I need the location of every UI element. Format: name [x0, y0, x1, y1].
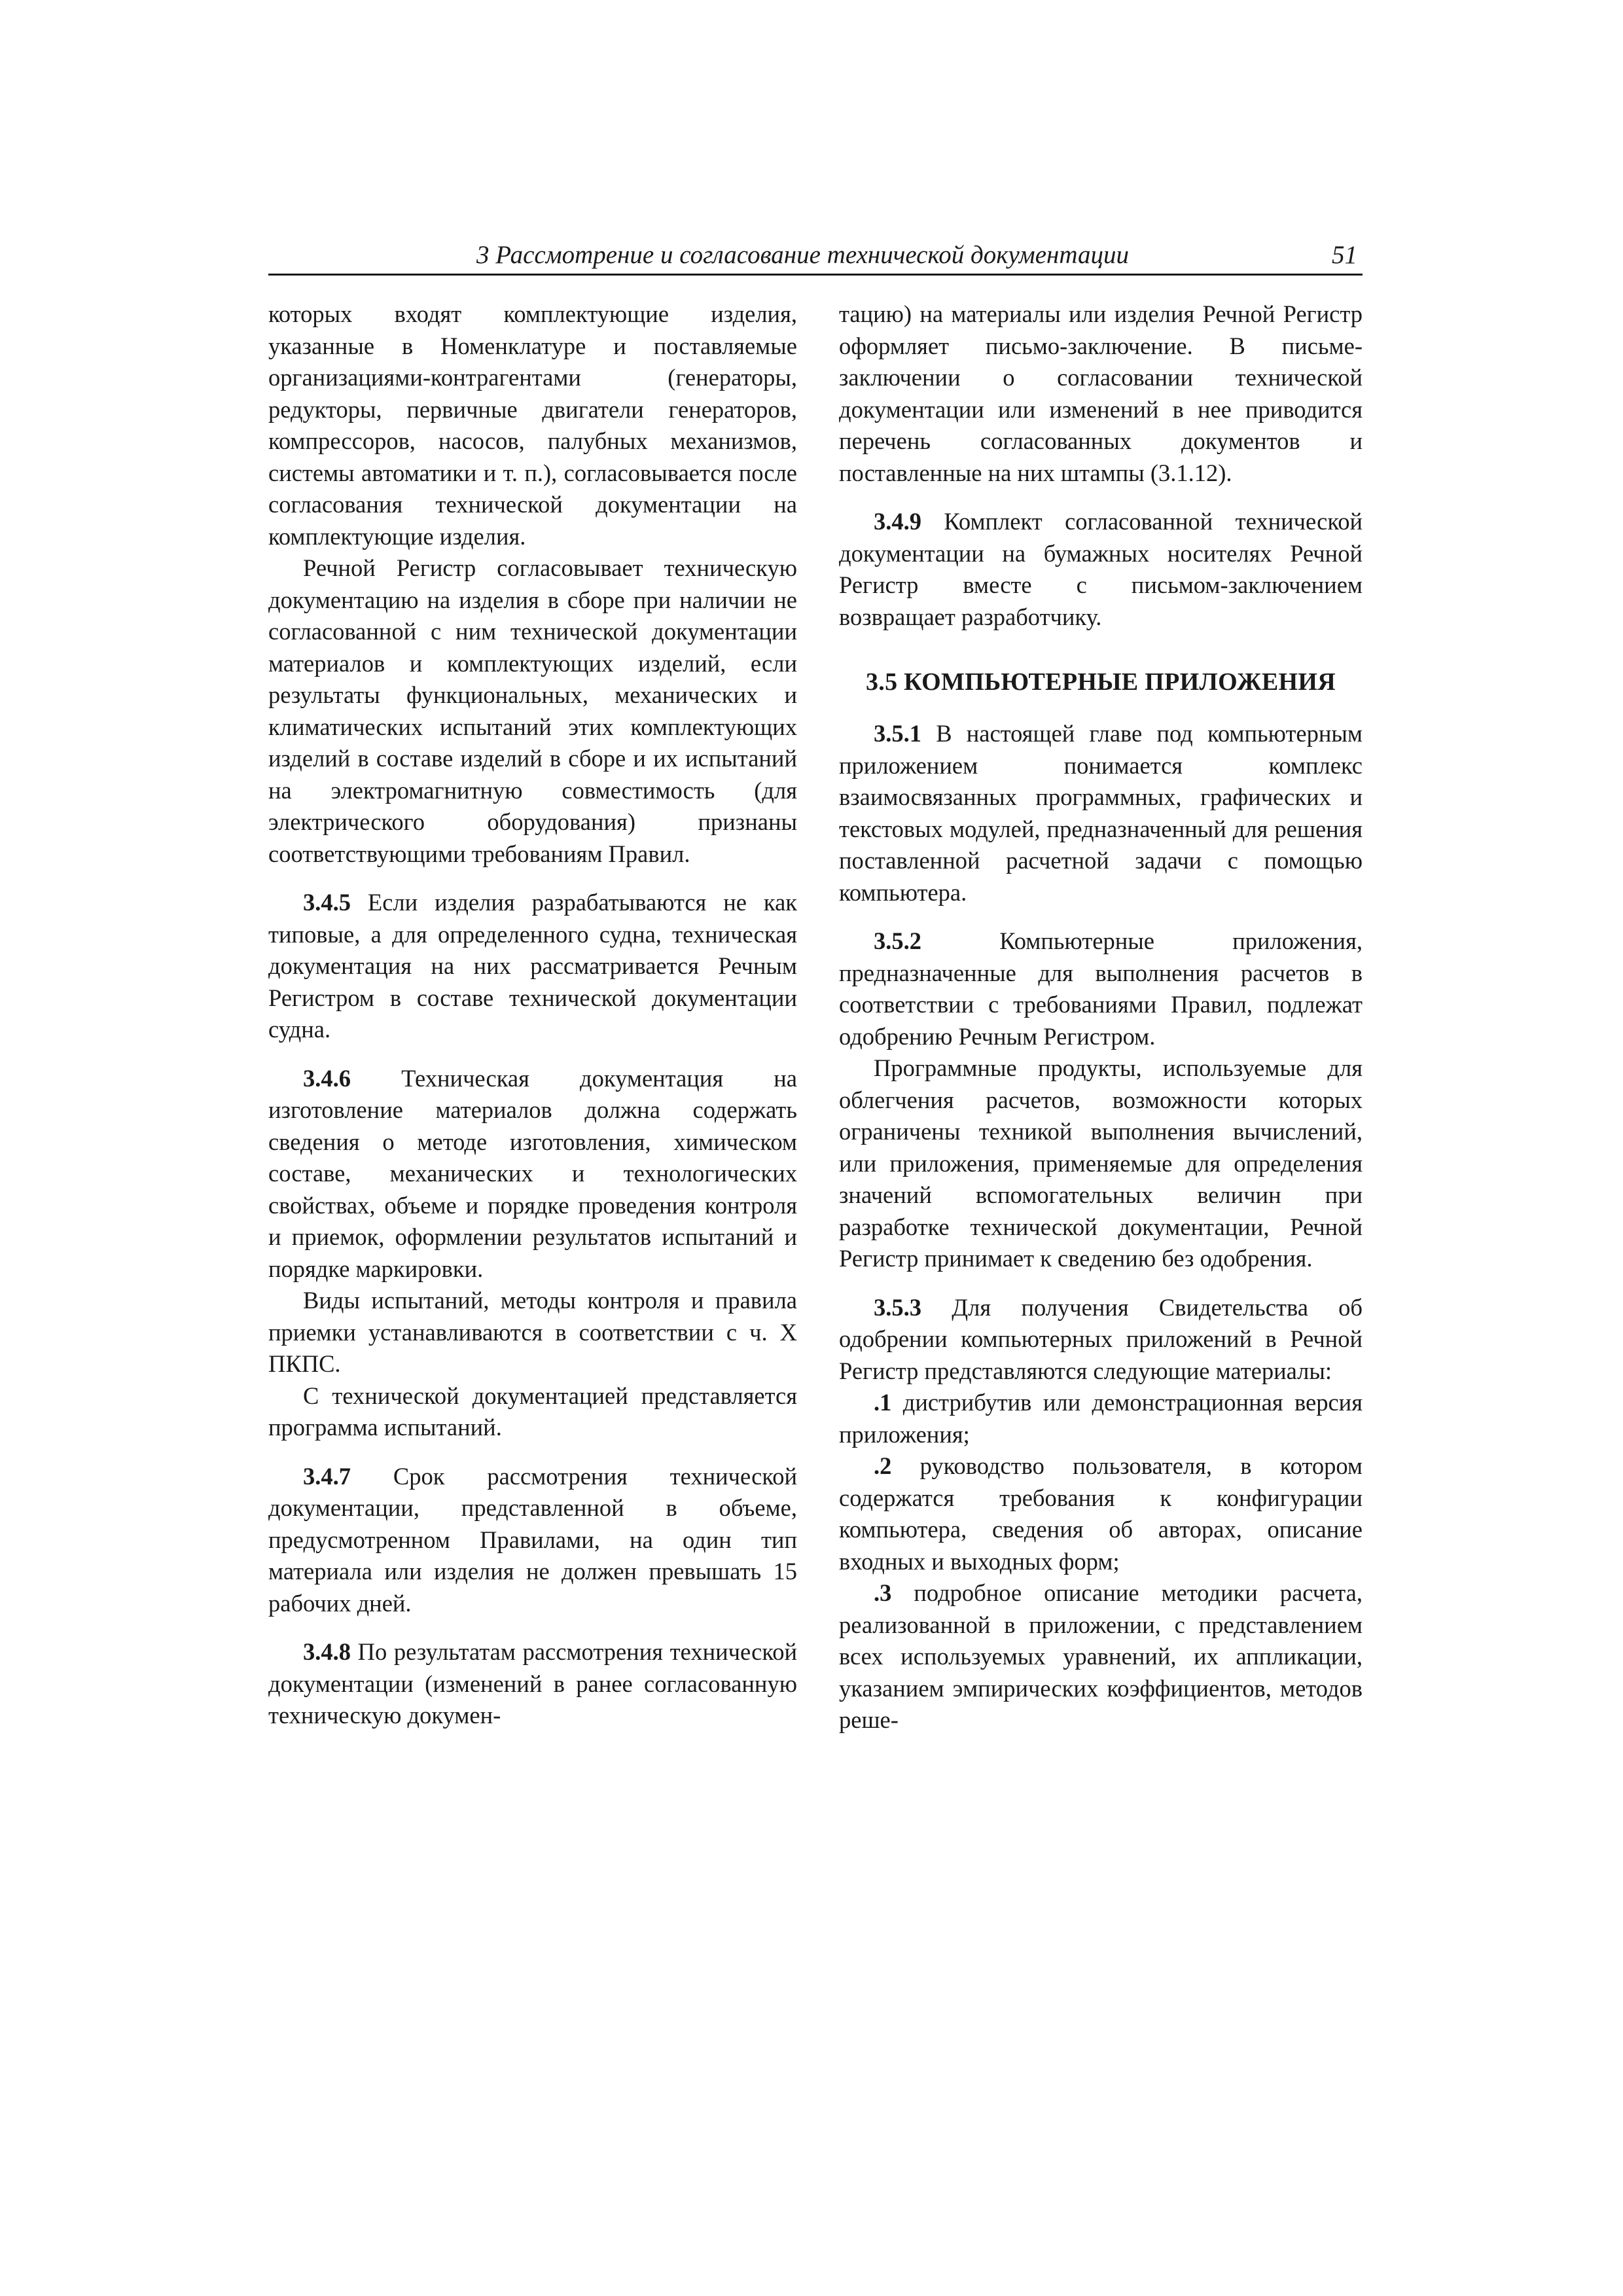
paragraph: 3.4.5 Если изделия разрабатываются не как типовые, а для определенного судна, техническая документация на них рассматривается Речным Регистром в составе технической документации судна. [268, 889, 797, 1043]
clause-number: 3.4.7 [303, 1462, 351, 1490]
paragraph: которых входят комплектующие изделия, указанные в Номенклатуре и поставляемые организациями-контрагентами (генераторы, редукторы, первичные двигатели генераторов, компрессоров, насосов, палубных механизмов, системы автоматики и т. п.), согласовывается после согласования технической документации на комплектующие изделия. [268, 300, 797, 550]
list-item: .1 дистрибутив или демонстрационная версия приложения; [839, 1389, 1363, 1448]
paragraph: С технической документацией представляется программа испытаний. [268, 1382, 797, 1441]
page-number: 51 [1332, 241, 1357, 269]
paragraph: тацию) на материалы или изделия Речной Регистр оформляет письмо-заключение. В письме-заключении о согласовании технической документации или изменений в нее приводится перечень согласованных документов и поставленные на них штампы (3.1.12). [839, 300, 1363, 486]
paragraph: Программные продукты, используемые для облегчения расчетов, возможности которых ограничены техникой выполнения вычислений, или приложения, применяемые для определения значений вспомогательных величин при разработке технической документации, Речной Регистр принимает к сведению без одобрения. [839, 1054, 1363, 1272]
paragraph: 3.4.8 По результатам рассмотрения технической документации (изменений в ранее согласованную техническую докумен- [268, 1638, 797, 1729]
paragraph: 3.4.9 Комплект согласованной технической документации на бумажных носителях Речной Регистр вместе с письмом-заключением возвращает разработчику. [839, 508, 1363, 630]
clause-number: 3.5.2 [874, 927, 921, 954]
list-item-number: .2 [874, 1452, 892, 1479]
right-column [839, 298, 1363, 1736]
list-item: .3 подробное описание методики расчета, реализованной в приложении, с представлением всех используемых уравнений, их аппликации, указанием эмпирических коэффициентов, методов реше- [839, 1579, 1363, 1733]
paragraph: 3.5.2 Компьютерные приложения, предназначенные для выполнения расчетов в соответствии с требованиями Правил, подлежат одобрению Речным Регистром. [839, 927, 1363, 1050]
running-header [268, 237, 1363, 276]
paragraph: 3.4.7 Срок рассмотрения технической документации, представленной в объеме, предусмотренном Правилами, на один тип материала или изделия не должен превышать 15 рабочих дней. [268, 1462, 797, 1617]
paragraph: 3.5.1 В настоящей главе под компьютерным приложением понимается комплекс взаимосвязанных программных, графических и текстовых модулей, предназначенный для решения поставленной расчетной задачи с помощью компьютера. [839, 720, 1363, 906]
clause-number: 3.4.5 [303, 889, 351, 916]
left-column [268, 298, 797, 1732]
clause-number: 3.4.9 [874, 508, 921, 535]
list-item-number: .3 [874, 1579, 892, 1606]
clause-number: 3.5.3 [874, 1293, 921, 1321]
section-heading: 3.5 КОМПЬЮТЕРНЫЕ ПРИЛОЖЕНИЯ [865, 668, 1336, 696]
clause-number: 3.4.6 [303, 1064, 351, 1092]
list-item: .2 руководство пользователя, в котором содержатся требования к конфигурации компьютера, сведения об авторах, описание входных и выходных форм; [839, 1452, 1363, 1575]
paragraph: Речной Регистр согласовывает техническую документацию на изделия в сборе при наличии не согласованной с ним технической документации материалов и комплектующих изделий, если результаты функциональных, механических и климатических испытаний этих комплектующих изделий в составе изделий в сборе и их испытаний на электромагнитную совместимость (для электрического оборудования) признаны соответствующими требованиям Правил. [268, 554, 797, 867]
clause-number: 3.5.1 [874, 720, 921, 747]
paragraph: Виды испытаний, методы контроля и правила приемки устанавливаются в соответствии с ч. X ПКПС. [268, 1287, 797, 1377]
paragraph: 3.5.3 Для получения Свидетельства об одобрении компьютерных приложений в Речной Регистр представляются следующие материалы: [839, 1293, 1363, 1384]
list-item-number: .1 [874, 1389, 892, 1416]
paragraph: 3.4.6 Техническая документация на изготовление материалов должна содержать сведения о методе изготовления, химическом составе, механических и технологических свойствах, объеме и порядке проведения контроля и приемок, оформлении результатов испытаний и порядке маркировки. [268, 1064, 797, 1282]
clause-number: 3.4.8 [303, 1638, 351, 1665]
header-title: 3 Рассмотрение и согласование технической документации [476, 241, 1129, 269]
